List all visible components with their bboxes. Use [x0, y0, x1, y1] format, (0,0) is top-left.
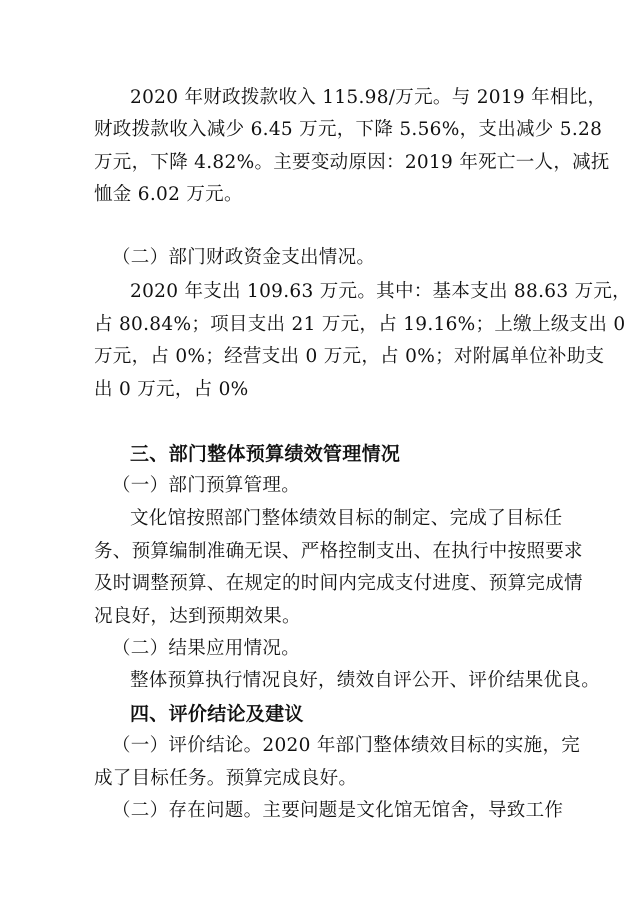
section-heading-4: 四、评价结论及建议: [130, 703, 304, 725]
paragraph-3-line-3: 及时调整预算、在规定的时间内完成支付进度、预算完成情: [94, 573, 583, 594]
paragraph-1-line-1: 2020 年财政拨款收入 115.98/万元。与 2019 年相比，: [130, 87, 607, 108]
paragraph-3-line-1: 文化馆按照部门整体绩效目标的制定、完成了目标任: [130, 508, 563, 529]
subheading-results-application: （二）结果应用情况。: [112, 638, 301, 659]
paragraph-conclusion-line-2: 成了目标任务。预算完成良好。: [94, 768, 358, 789]
paragraph-1-line-3: 万元，下降 4.82%。主要变动原因：2019 年死亡一人，减抚: [94, 152, 610, 173]
subheading-dept-expenditure: （二）部门财政资金支出情况。: [112, 247, 376, 268]
paragraph-conclusion-line-1: （一）评价结论。2020 年部门整体绩效目标的实施，完: [112, 735, 581, 756]
paragraph-2-line-2: 占 80.84%；项目支出 21 万元，占 19.16%；上缴上级支出 0: [94, 314, 626, 335]
paragraph-2-line-1: 2020 年支出 109.63 万元。其中：基本支出 88.63 万元，: [130, 281, 631, 302]
section-heading-3: 三、部门整体预算绩效管理情况: [130, 443, 401, 465]
paragraph-2-line-4: 出 0 万元，占 0%: [94, 379, 249, 400]
paragraph-results: 整体预算执行情况良好，绩效自评公开、评价结果优良。: [130, 670, 601, 691]
paragraph-3-line-2: 务、预算编制准确无误、严格控制支出、在执行中按照要求: [94, 541, 583, 562]
paragraph-1-line-4: 恤金 6.02 万元。: [94, 184, 243, 205]
subheading-budget-management: （一）部门预算管理。: [112, 475, 301, 496]
paragraph-2-line-3: 万元，占 0%；经营支出 0 万元，占 0%；对附属单位补助支: [94, 346, 605, 367]
paragraph-3-line-4: 况良好，达到预期效果。: [94, 606, 301, 627]
paragraph-problems-line-1: （二）存在问题。主要问题是文化馆无馆舍，导致工作: [112, 800, 564, 821]
paragraph-1-line-2: 财政拨款收入减少 6.45 万元，下降 5.56%，支出减少 5.28: [94, 119, 603, 140]
